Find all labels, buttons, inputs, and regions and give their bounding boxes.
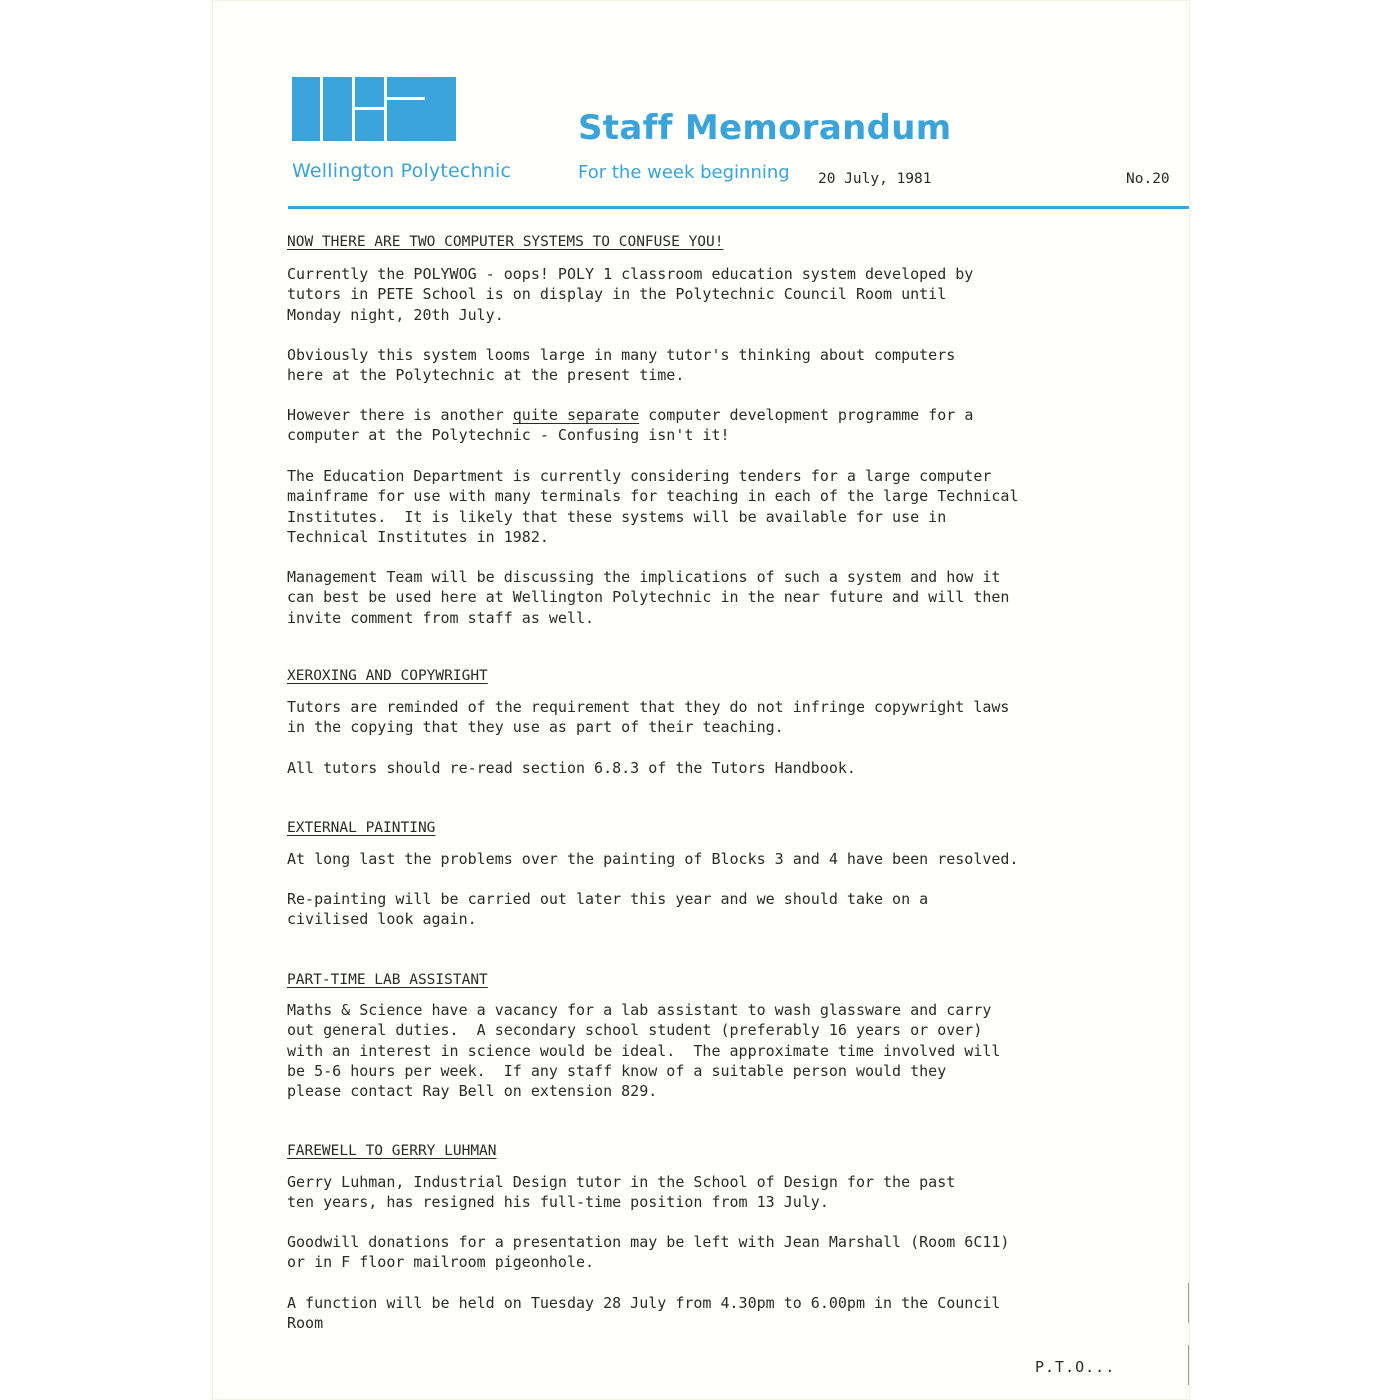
paragraph-text: computer development programme for a computer at the Polytechnic - Confusing isn't it! [287,406,974,445]
org-name: Wellington Polytechnic [292,160,512,182]
paragraph-text: However there is another [287,406,513,424]
underlined-emphasis: quite separate [512,406,640,424]
paragraph: Obviously this system looms large in many tutor's thinking about computers here at the Polytechnic at the present time. [287,346,956,385]
paragraph: Goodwill donations for a presentation may be left with Jean Marshall (Room 6C11) or in F floor mailroom pigeonhole. [287,1233,1010,1272]
header-rule [288,206,1189,209]
memo-title: Staff Memorandum [578,108,952,148]
paragraph: At long last the problems over the painting of Blocks 3 and 4 have been resolved. [287,850,1019,868]
paragraph: Tutors are reminded of the requirement that they do not infringe copywright laws in the copying that they use as part of their teaching. [287,698,1010,737]
scan-edge-mark [1188,1283,1189,1323]
week-date: 20 July, 1981 [818,171,932,187]
paragraph: All tutors should re-read section 6.8.3 of the Tutors Handbook. [287,759,856,777]
paragraph: A function will be held on Tuesday 28 July from 4.30pm to 6.00pm in the Council Room [287,1294,1001,1333]
section-heading-farewell: FAREWELL TO GERRY LUHMAN [287,1143,497,1159]
paragraph: The Education Department is currently considering tenders for a large computer mainframe for use with many terminals for teaching in each of the large Technical Institutes. It is likely that these systems will be available for use in Technical Institutes in 1982. [287,467,1019,546]
section-heading-computer-systems: NOW THERE ARE TWO COMPUTER SYSTEMS TO CONFUSE YOU! [287,234,724,250]
section-heading-external-painting: EXTERNAL PAINTING [287,820,436,836]
paragraph: Re-painting will be carried out later this year and we should take on a civilised look again. [287,890,929,929]
paragraph: Currently the POLYWOG - oops! POLY 1 classroom education system developed by tutors in PETE School is on display in the Polytechnic Council Room until Monday night, 20th July. [287,265,974,324]
paragraph: Management Team will be discussing the implications of such a system and how it can best be used here at Wellington Polytechnic in the near future and will then invite comment from staff as well. [287,568,1010,627]
section-heading-xeroxing: XEROXING AND COPYWRIGHT [287,668,488,684]
scan-edge-mark [1188,1345,1189,1385]
section-heading-lab-assistant: PART-TIME LAB ASSISTANT [287,972,488,988]
please-turn-over: P.T.O... [1035,1358,1116,1376]
issue-number: No.20 [1126,171,1170,187]
wellington-polytechnic-logo [292,77,456,141]
paragraph [287,405,973,446]
paragraph: Maths & Science have a vacancy for a lab assistant to wash glassware and carry out general duties. A secondary school student (preferably 16 years or over) with an interest in science would be ideal. The approximate time involved will be 5-6 hours per week. If any staff know of a suitable person would they please contact Ray Bell on extension 829. [287,1001,1001,1101]
paragraph: Gerry Luhman, Industrial Design tutor in the School of Design for the past ten years, has resigned his full-time position from 13 July. [287,1173,956,1212]
week-label: For the week beginning [578,162,790,183]
